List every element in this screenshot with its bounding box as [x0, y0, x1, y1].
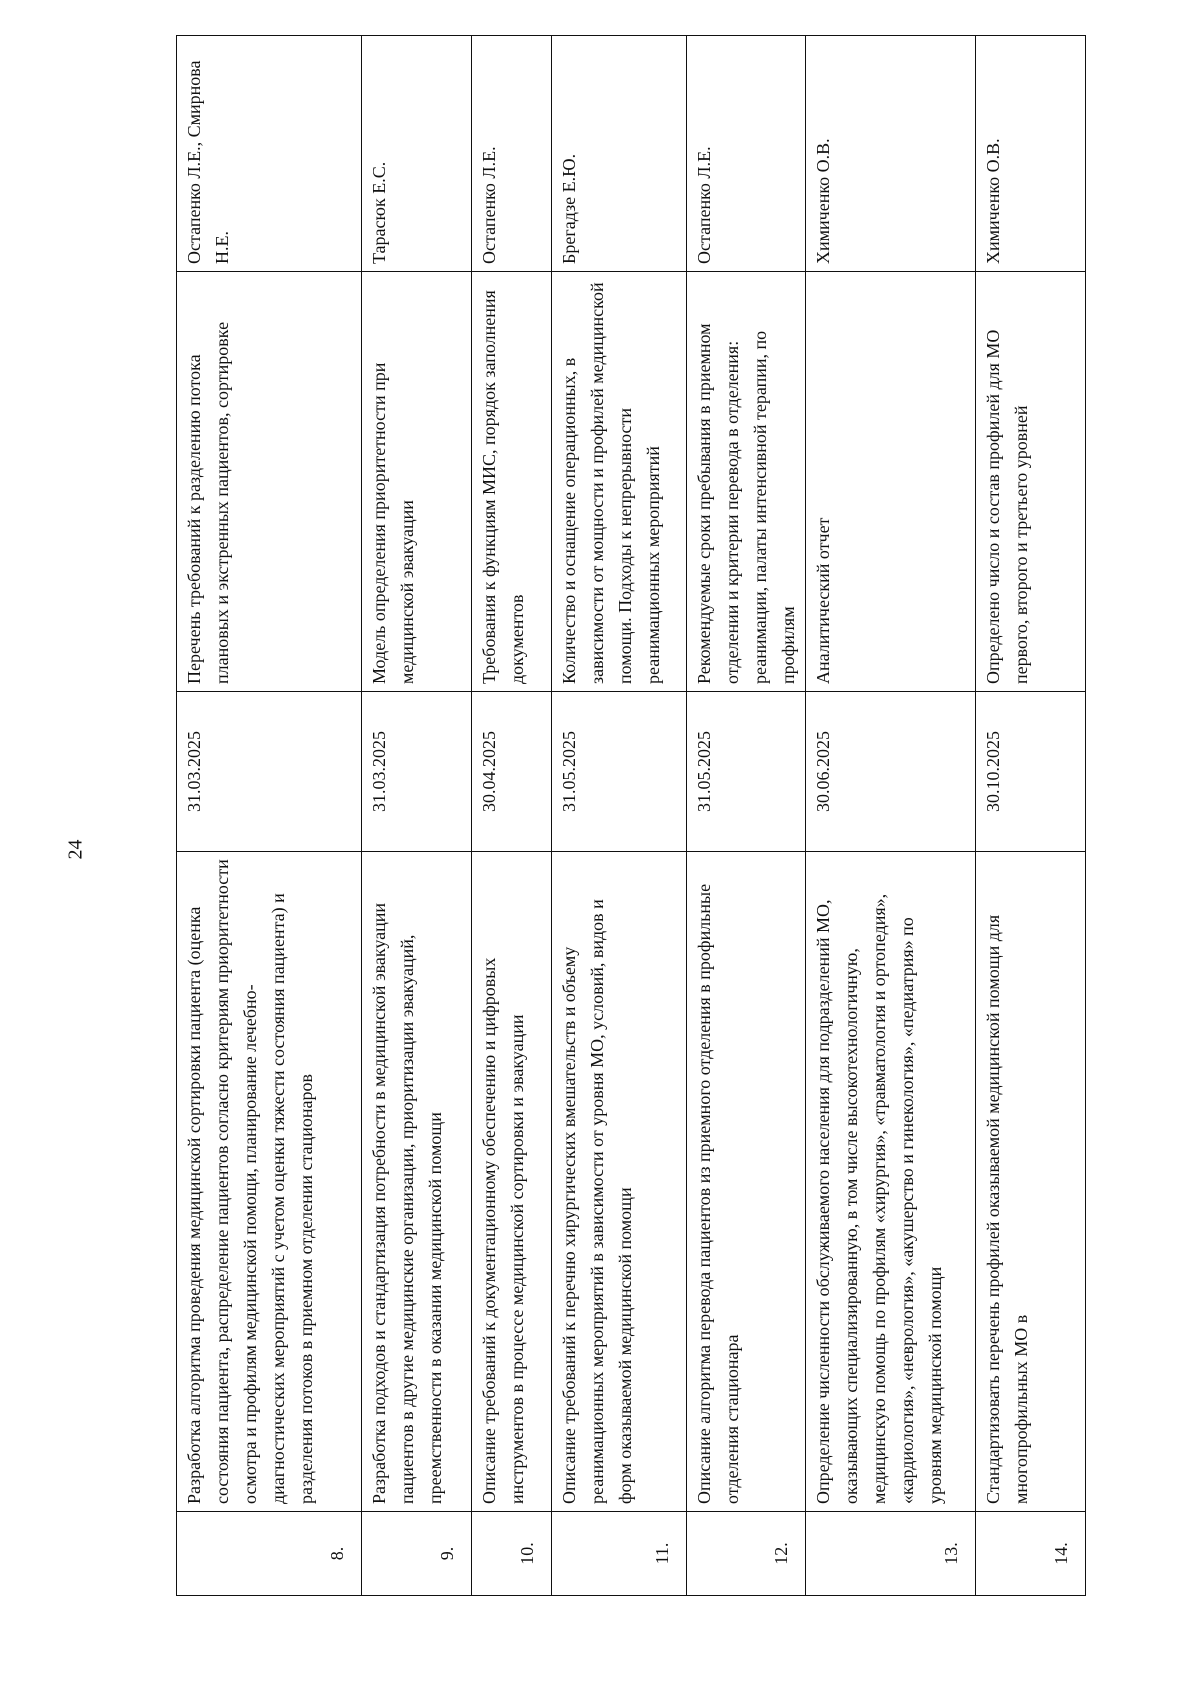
- row-number: 12.: [687, 1512, 806, 1596]
- row-number: 8.: [177, 1512, 362, 1596]
- deadline-cell: 31.05.2025: [552, 692, 687, 852]
- result-cell: Определено число и состав профилей для МО первого, второго и третьего уровней: [976, 272, 1086, 692]
- result-cell: Рекомендуемые сроки пребывания в приемном отделении и критерии перевода в отделения: реанимации, палаты интенсивной терапии, по профилям: [687, 272, 806, 692]
- result-cell: Модель определения приоритетности при медицинской эвакуации: [362, 272, 472, 692]
- table-row: [472, 36, 552, 1596]
- row-number: 14.: [976, 1512, 1086, 1596]
- plan-table-rotated: [176, 36, 1076, 1596]
- responsible-cell: Тарасюк Е.С.: [362, 36, 472, 272]
- responsible-cell: Брегадзе Е.Ю.: [552, 36, 687, 272]
- deadline-cell: 31.03.2025: [362, 692, 472, 852]
- table-row: [362, 36, 472, 1596]
- table-row: [687, 36, 806, 1596]
- task-cell: Описание требований к перечню хирургических вмешательств и объему реанимационных мероприятий в зависимости от уровня МО, условий, видов и форм оказываемой медицинской помощи: [552, 852, 687, 1512]
- responsible-cell: Химиченко О.В.: [976, 36, 1086, 272]
- deadline-cell: 31.03.2025: [177, 692, 362, 852]
- responsible-cell: Остапенко Л.Е.: [687, 36, 806, 272]
- row-number: 11.: [552, 1512, 687, 1596]
- deadline-cell: 31.05.2025: [687, 692, 806, 852]
- table-row: [806, 36, 976, 1596]
- deadline-cell: 30.06.2025: [806, 692, 976, 852]
- responsible-cell: Остапенко Л.Е., Смирнова Н.Е.: [177, 36, 362, 272]
- task-cell: Стандартизовать перечень профилей оказываемой медицинской помощи для многопрофильных МО в: [976, 852, 1086, 1512]
- table-row: [552, 36, 687, 1596]
- deadline-cell: 30.04.2025: [472, 692, 552, 852]
- task-cell: Разработка алгоритма проведения медицинской сортировки пациента (оценка состояния пациента, распределение пациентов согласно критериям приоритетности осмотра и профилям медицинской помощи, планирование лечебно-диагностических мероприятий с учетом оценки тяжести состояния пациента) и разделения потоков в приемном отделении стационаров: [177, 852, 362, 1512]
- task-cell: Описание требований к документационному обеспечению и цифровых инструментов в процессе медицинской сортировки и эвакуации: [472, 852, 552, 1512]
- task-cell: Определение численности обслуживаемого населения для подразделений МО, оказывающих специализированную, в том числе высокотехнологичную, медицинскую помощь по профилям «хирургия», «травматология и ортопедия», «кардиология», «неврология», «акушерство и гинекология», «педиатрия» по уровням медицинской помощи: [806, 852, 976, 1512]
- deadline-cell: 30.10.2025: [976, 692, 1086, 852]
- row-number: 13.: [806, 1512, 976, 1596]
- table-row: [976, 36, 1086, 1596]
- result-cell: Аналитический отчет: [806, 272, 976, 692]
- responsible-cell: Остапенко Л.Е.: [472, 36, 552, 272]
- result-cell: Количество и оснащение операционных, в зависимости от мощности и профилей медицинской помощи. Подходы к непрерывности реанимационных мероприятий: [552, 272, 687, 692]
- task-cell: Разработка подходов и стандартизация потребности в медицинской эвакуации пациентов в другие медицинские организации, приоритизации эвакуаций, преемственности в оказании медицинской помощи: [362, 852, 472, 1512]
- table-row: [177, 36, 362, 1596]
- row-number: 10.: [472, 1512, 552, 1596]
- result-cell: Требования к функциям МИС, порядок заполнения документов: [472, 272, 552, 692]
- page-number: 24: [64, 839, 87, 860]
- task-cell: Описание алгоритма перевода пациентов из приемного отделения в профильные отделения стационара: [687, 852, 806, 1512]
- plan-table: [176, 35, 1086, 1596]
- responsible-cell: Химиченко О.В.: [806, 36, 976, 272]
- result-cell: Перечень требований к разделению потока плановых и экстренных пациентов, сортировке: [177, 272, 362, 692]
- row-number: 9.: [362, 1512, 472, 1596]
